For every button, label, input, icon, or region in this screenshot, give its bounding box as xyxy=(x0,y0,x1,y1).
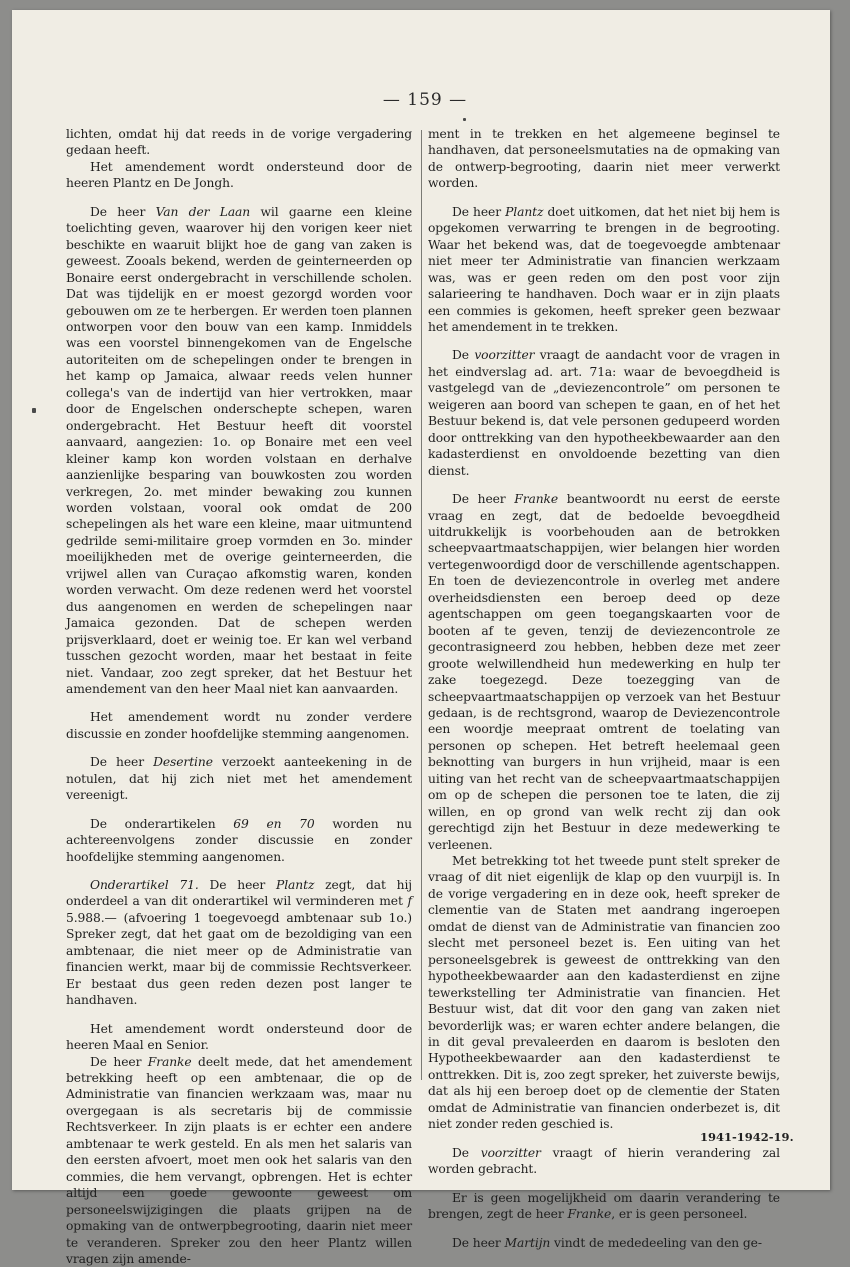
paragraph: ment in te trekken en het algemeene beginsel te handhaven, dat personeelsmutaties na de opmaking van de ontwerp-begrooting, daarin niet meer verwerkt worden. xyxy=(428,127,780,191)
ink-dot xyxy=(463,118,466,121)
paragraph: De heer Desertine verzoekt aanteekening in de notulen, dat hij zich niet met het amendement vereenigt. xyxy=(66,755,412,803)
paragraph: De heer Franke deelt mede, dat het amendement betrekking heeft op een ambtenaar, die op de Administratie van financien werkzaam was, maar nu overgegaan is als secretaris bij de commissie Rechtsverkeer. In zijn plaats is er echter een andere ambtenaar te werk gesteld. En als men het salaris van den eersten afvoert, moet men ook het salaris van den commies, die hem vervangt, opbrengen. Het is echter altijd een goede gewoonte geweest om personeelswijzigingen die plaats grijpen na de opmaking van de ontwerpbegrooting, daarin niet meer te veranderen. Spreker zou den heer Plantz willen vragen zijn amende- xyxy=(66,1054,412,1266)
paragraph: Met betrekking tot het tweede punt stelt spreker de vraag of dit niet eigenlijk de klap op den vuurpijl is. In de vorige vergadering en in deze ook, heeft spreker de clementie van de Staten met aandrang ingeroepen omdat de dienst van de Administratie van financien zoo slecht met personeel bezet is. Een uiting van het personeelsgebrek is geweest de onttrekking van den hypotheekbewaarder aan den kadasterdienst en zijne tewerkstelling ter Administratie van financien. Het Bestuur wist, dat dit voor den gang van zaken niet bevorderlijk was; er waren echter andere belangen, die in dit geval prevaleerden en daarom is besloten den Hypotheekbewaarder aan den kadasterdienst te onttrekken. Dit is, zoo zegt spreker, het zuiverste bewijs, dat als hij een beroep doet op de clementie der Staten omdat de Administratie van financien onderbezet is, dit niet zonder reden geschied is. xyxy=(428,854,780,1132)
paragraph: lichten, omdat hij dat reeds in de vorige vergadering gedaan heeft. xyxy=(66,127,412,158)
paragraph: Onderartikel 71. De heer Plantz zegt, dat hij onderdeel a van dit onderartikel wil verminderen met f 5.988.— (afvoering 1 toegevoegd ambtenaar sub 1o.) Spreker zegt, dat het gaat om de bezoldiging van een ambtenaar, die niet meer op de Administratie van financien werkt, maar bij de commissie Rechtsverkeer. Er bestaat dus geen reden dezen post langer te handhaven. xyxy=(66,878,412,1008)
paragraph: De onderartikelen 69 en 70 worden nu achtereenvolgens zonder discussie en zonder hoofdelijke stemming aangenomen. xyxy=(66,816,412,864)
right-column xyxy=(428,126,780,1251)
paragraph: De heer Van der Laan wil gaarne een kleine toelichting geven, waarover hij den vorigen keer niet beschikte en waaruit blijkt hoe de gang van zaken is geweest. Zooals bekend, werden de geinterneerden op Bonaire eerst ondergebracht in verschillende scholen. Dat was tijdelijk en er moest gezorgd worden voor gebouwen om ze te herbergen. Er werden toen plannen ontworpen voor den bouw van een kamp. Inmiddels was een voorstel binnengekomen van de Engelsche autoriteiten om de schepelingen onder te brengen in het kamp op Jamaica, alwaar reeds velen hunner collega's van de indertijd van hier vertrokken, maar door de Engelschen onderschepte schepen, waren ondergebracht. Het Bestuur heeft dit voorstel aanvaard, aangezien: 1o. op Bonaire met een veel kleiner kamp kon worden volstaan en derhalve aanzienlijke besparing van bouwkosten zou worden verkregen, 2o. met minder bewaking zou kunnen worden volstaan, vooral ook omdat de 200 schepelingen als het ware een kleine, maar uitmuntend gedrilde semi-militaire groep vormden en 3o. minder moeilijkheden met de overige geinterneerden, die vrijwel allen van Curaçao afkomstig waren, konden worden verwacht. Om deze redenen werd het voorstel dus aangenomen en werden de schepelingen naar Jamaica gezonden. Dat de schepen werden prijsverklaard, doet er weinig toe. Er kan wel verband tusschen gezocht worden, maar het bestaat in feite niet. Vandaar, zoo zegt spreker, dat het Bestuur het amendement van den heer Maal niet kan aanvaarden. xyxy=(66,204,412,696)
paragraph: Het amendement wordt ondersteund door de heeren Maal en Senior. xyxy=(66,1021,412,1053)
footer-code: 1941-1942-19. xyxy=(700,1130,794,1144)
punch-mark xyxy=(32,408,36,413)
page-number: — 159 — xyxy=(382,90,468,110)
left-column xyxy=(66,126,412,1267)
paragraph: Het amendement wordt ondersteund door de heeren Plantz en De Jongh. xyxy=(66,159,412,191)
paragraph: Er is geen mogelijkheid om daarin verandering te brengen, zegt de heer Franke, er is geen personeel. xyxy=(428,1190,780,1222)
column-divider xyxy=(421,130,422,1080)
paragraph: De heer Franke beantwoordt nu eerst de eerste vraag en zegt, dat de bedoelde bevoegdheid uitdrukkelijk is voorbehouden aan de betrokken scheepvaartmaatschappijen, wier belangen hier worden vertegenwoordigd door de verschillende agentschappen. En toen de deviezencontrole in overleg met andere overheidsdiensten een beroep deed op deze agentschappen om geen toegangskaarten voor de booten af te geven, tenzij de deviezencontrole ze gecontrasigneerd zou hebben, hebben deze met zeer groote welwillendheid hun medewerking en hulp ter zake toegezegd. Deze toezegging van de scheepvaartmaatschappijen op verzoek van het Bestuur gedaan, is de rechtsgrond, waarop de Deviezencontrole een woordje meepraat omtrent de toelating van personen op schepen. Het betreft heelemaal geen beknotting van burgers in hun vrijheid, maar is een uiting van het recht van de scheepvaartmaatschappijen om op de schepen die personen toe te laten, die zij willen, en op grond van welk recht zij dan ook gerechtigd zijn het Bestuur in deze medewerking te verleenen. xyxy=(428,492,780,852)
paragraph: De heer Plantz doet uitkomen, dat het niet bij hem is opgekomen verwarring te brengen in de begrooting. Waar het bekend was, dat de toegevoegde ambtenaar niet meer ter Administratie van financien werkzaam was, was er geen reden om den post voor zijn salarieering te handhaven. Doch waar er in zijn plaats een commies is gekomen, heeft spreker geen bezwaar het amendement in te trekken. xyxy=(428,204,780,334)
paragraph: De heer Martijn vindt de mededeeling van den ge- xyxy=(452,1235,762,1250)
paragraph: De voorzitter vraagt of hierin verandering zal worden gebracht. xyxy=(428,1145,781,1177)
paragraph: Het amendement wordt nu zonder verdere discussie en zonder hoofdelijke stemming aangenomen. xyxy=(66,710,412,741)
paragraph: De voorzitter vraagt de aandacht voor de vragen in het eindverslag ad. art. 71a: waar de bevoegdheid is vastgelegd van de „deviezencontrole” om personen te weigeren aan boord van schepen te gaan, en of het het Bestuur bekend is, dat vele personen gedupeerd worden door onttrekking van den hypotheekbewaarder aan den kadasterdienst en onvoldoende bezetting van dien dienst. xyxy=(428,348,780,478)
